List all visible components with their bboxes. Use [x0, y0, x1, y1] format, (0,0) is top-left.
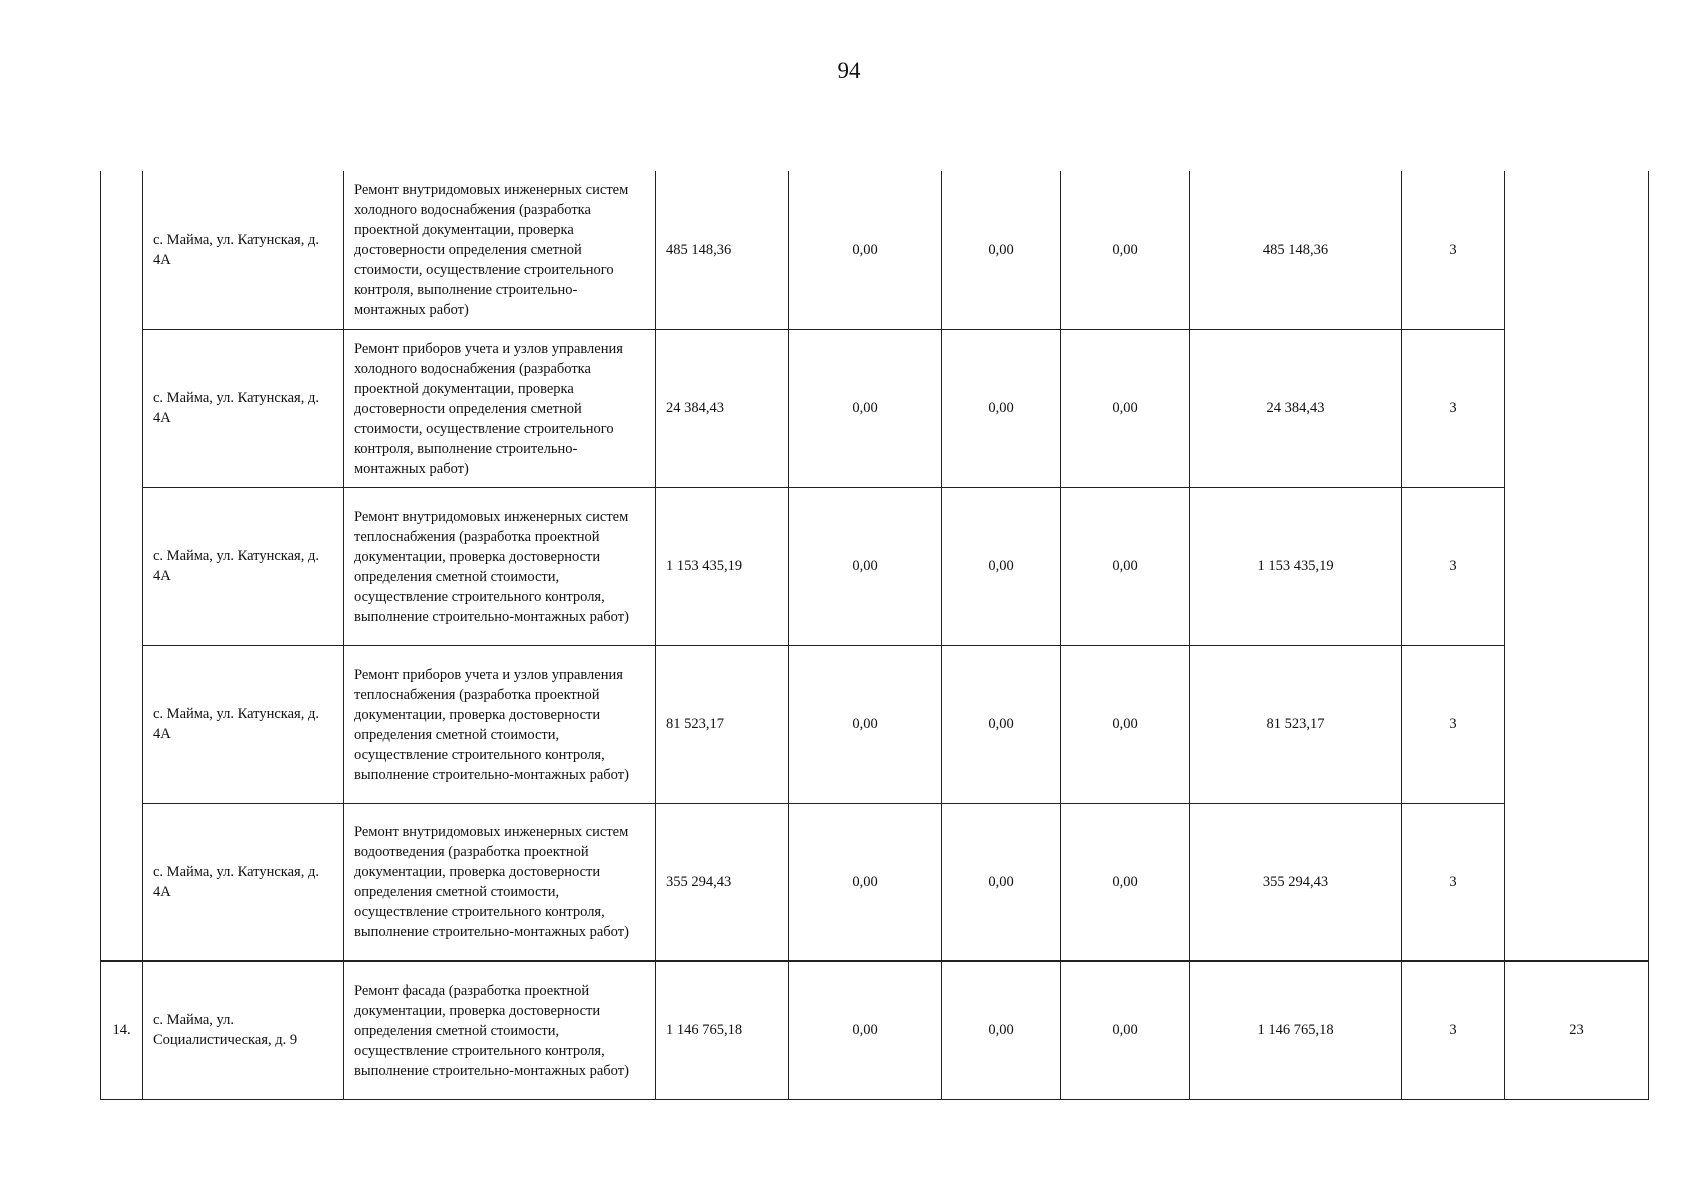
address-cell: с. Майма, ул. Катунская, д. 4А — [143, 803, 344, 961]
total-cost-cell: 81 523,17 — [656, 645, 789, 803]
description-cell — [344, 803, 656, 961]
description-cell — [344, 171, 656, 329]
description-text: Ремонт внутридомовых инженерных систем холодного водоснабжения (разработка проектной документации, проверка достоверности определения сметной стоимости, осуществление строительного контроля, выполнение строительно-монтажных работ) — [354, 182, 629, 319]
page-number: 94 — [837, 58, 861, 83]
total-cost-cell: 1 146 765,18 — [656, 961, 789, 1099]
value-cell-3: 0,00 — [1061, 961, 1190, 1099]
value-cell-5: 3 — [1402, 171, 1505, 329]
description-text: Ремонт приборов учета и узлов управления теплоснабжения (разработка проектной документации, проверка достоверности определения сметной стоимости, осуществление строительного контроля, выполнение строительно-монтажных работ) — [354, 666, 629, 783]
value-cell-1: 0,00 — [789, 645, 942, 803]
address-cell: с. Майма, ул. Катунская, д. 4А — [143, 171, 344, 329]
description-text: Ремонт внутридомовых инженерных систем водоотведения (разработка проектной документации, проверка достоверности определения сметной стоимости, осуществление строительного контроля, выполнение строительно-монтажных работ) — [354, 824, 629, 941]
value-cell-6 — [1505, 329, 1649, 487]
value-cell-1: 0,00 — [789, 961, 942, 1099]
table-row — [101, 171, 1649, 329]
value-cell-5: 3 — [1402, 645, 1505, 803]
table-row — [101, 803, 1649, 961]
row-number-cell — [101, 645, 143, 803]
address-cell: с. Майма, ул. Социалистическая, д. 9 — [143, 961, 344, 1099]
total-cost-cell: 1 153 435,19 — [656, 487, 789, 645]
value-cell-3: 0,00 — [1061, 487, 1190, 645]
value-cell-2: 0,00 — [942, 171, 1061, 329]
value-cell-5: 3 — [1402, 487, 1505, 645]
description-cell — [344, 329, 656, 487]
value-cell-5: 3 — [1402, 329, 1505, 487]
row-number-cell — [101, 487, 143, 645]
works-table — [100, 171, 1649, 1100]
row-number-cell — [101, 171, 143, 329]
value-cell-3: 0,00 — [1061, 803, 1190, 961]
row-number-cell — [101, 329, 143, 487]
fund-cost-cell: 81 523,17 — [1190, 645, 1402, 803]
value-cell-3: 0,00 — [1061, 171, 1190, 329]
fund-cost-cell: 1 146 765,18 — [1190, 961, 1402, 1099]
value-cell-6 — [1505, 487, 1649, 645]
value-cell-2: 0,00 — [942, 961, 1061, 1099]
value-cell-3: 0,00 — [1061, 645, 1190, 803]
value-cell-1: 0,00 — [789, 803, 942, 961]
total-cost-cell: 24 384,43 — [656, 329, 789, 487]
value-cell-3: 0,00 — [1061, 329, 1190, 487]
value-cell-2: 0,00 — [942, 645, 1061, 803]
value-cell-6 — [1505, 645, 1649, 803]
value-cell-2: 0,00 — [942, 329, 1061, 487]
description-cell — [344, 487, 656, 645]
value-cell-1: 0,00 — [789, 171, 942, 329]
total-cost-cell: 485 148,36 — [656, 171, 789, 329]
table-row — [101, 961, 1649, 1099]
row-number-cell — [101, 803, 143, 961]
value-cell-2: 0,00 — [942, 487, 1061, 645]
fund-cost-cell: 355 294,43 — [1190, 803, 1402, 961]
address-cell: с. Майма, ул. Катунская, д. 4А — [143, 645, 344, 803]
value-cell-1: 0,00 — [789, 329, 942, 487]
value-cell-6 — [1505, 171, 1649, 329]
fund-cost-cell: 485 148,36 — [1190, 171, 1402, 329]
table-row — [101, 329, 1649, 487]
description-text: Ремонт фасада (разработка проектной документации, проверка достоверности определения сметной стоимости, осуществление строительного контроля, выполнение строительно-монтажных работ) — [354, 982, 629, 1079]
description-cell — [344, 961, 656, 1099]
fund-cost-cell: 24 384,43 — [1190, 329, 1402, 487]
table-row — [101, 645, 1649, 803]
value-cell-6 — [1505, 803, 1649, 961]
description-text: Ремонт внутридомовых инженерных систем теплоснабжения (разработка проектной документации, проверка достоверности определения сметной стоимости, осуществление строительного контроля, выполнение строительно-монтажных работ) — [354, 508, 629, 625]
value-cell-2: 0,00 — [942, 803, 1061, 961]
total-cost-cell: 355 294,43 — [656, 803, 789, 961]
description-text: Ремонт приборов учета и узлов управления холодного водоснабжения (разработка проектной документации, проверка достоверности определения сметной стоимости, осуществление строительного контроля, выполнение строительно-монтажных работ) — [354, 340, 623, 477]
description-cell — [344, 645, 656, 803]
address-cell: с. Майма, ул. Катунская, д. 4А — [143, 487, 344, 645]
fund-cost-cell: 1 153 435,19 — [1190, 487, 1402, 645]
row-number-cell: 14. — [101, 961, 143, 1099]
table-row — [101, 487, 1649, 645]
value-cell-6: 23 — [1505, 961, 1649, 1099]
value-cell-1: 0,00 — [789, 487, 942, 645]
address-cell: с. Майма, ул. Катунская, д. 4А — [143, 329, 344, 487]
value-cell-5: 3 — [1402, 961, 1505, 1099]
value-cell-5: 3 — [1402, 803, 1505, 961]
